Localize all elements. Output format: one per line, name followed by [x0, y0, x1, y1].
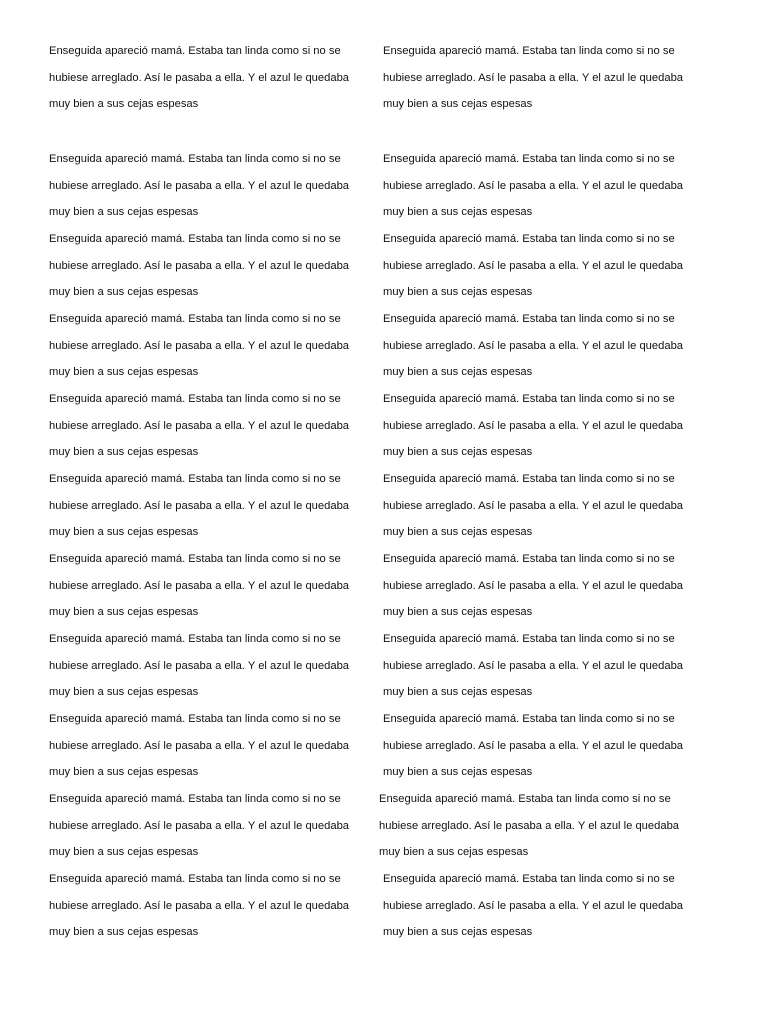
paragraph-block [49, 386, 379, 466]
paragraph-line: hubiese arreglado. Así le pasaba a ella. Y el azul le quedaba [383, 419, 684, 432]
paragraph-block [379, 786, 709, 866]
paragraph-block [383, 466, 713, 546]
paragraph-block [49, 306, 379, 386]
paragraph-line: hubiese arreglado. Así le pasaba a ella. Y el azul le quedaba [49, 659, 350, 672]
paragraph-line: hubiese arreglado. Así le pasaba a ella. Y el azul le quedaba [49, 339, 350, 352]
paragraph-line: Enseguida apareció mamá. Estaba tan linda como si no se [383, 153, 675, 165]
paragraph-line: muy bien a sus cejas espesas [49, 366, 199, 379]
paragraph-line: muy bien a sus cejas espesas [383, 926, 533, 939]
paragraph-block [49, 226, 379, 306]
paragraph-block [383, 306, 713, 386]
paragraph-block [383, 706, 713, 786]
paragraph-line: Enseguida apareció mamá. Estaba tan linda como si no se [383, 393, 675, 405]
paragraph-line: hubiese arreglado. Así le pasaba a ella. Y el azul le quedaba [383, 659, 684, 672]
paragraph-line: Enseguida apareció mamá. Estaba tan linda como si no se [49, 633, 341, 645]
paragraph-block [49, 38, 379, 118]
paragraph-line: Enseguida apareció mamá. Estaba tan linda como si no se [383, 45, 675, 57]
paragraph-block [49, 466, 379, 546]
paragraph-block [383, 386, 713, 466]
paragraph-line: hubiese arreglado. Así le pasaba a ella. Y el azul le quedaba [383, 739, 684, 752]
paragraph-line: hubiese arreglado. Así le pasaba a ella. Y el azul le quedaba [379, 819, 680, 832]
paragraph-line: hubiese arreglado. Así le pasaba a ella. Y el azul le quedaba [49, 259, 350, 272]
paragraph-line: hubiese arreglado. Así le pasaba a ella. Y el azul le quedaba [383, 499, 684, 512]
paragraph-line: Enseguida apareció mamá. Estaba tan linda como si no se [383, 873, 675, 885]
paragraph-line: hubiese arreglado. Así le pasaba a ella. Y el azul le quedaba [383, 71, 684, 84]
paragraph-line: Enseguida apareció mamá. Estaba tan linda como si no se [49, 153, 341, 165]
paragraph-line: hubiese arreglado. Así le pasaba a ella. Y el azul le quedaba [49, 739, 350, 752]
paragraph-line: Enseguida apareció mamá. Estaba tan linda como si no se [383, 473, 675, 485]
paragraph-line: hubiese arreglado. Así le pasaba a ella. Y el azul le quedaba [383, 899, 684, 912]
paragraph-line: hubiese arreglado. Así le pasaba a ella. Y el azul le quedaba [383, 179, 684, 192]
paragraph-line: muy bien a sus cejas espesas [49, 846, 199, 859]
paragraph-line: hubiese arreglado. Así le pasaba a ella. Y el azul le quedaba [383, 259, 684, 272]
paragraph-block [49, 626, 379, 706]
paragraph-line: Enseguida apareció mamá. Estaba tan linda como si no se [49, 713, 341, 725]
paragraph-line: muy bien a sus cejas espesas [49, 98, 199, 111]
paragraph-block [49, 706, 379, 786]
paragraph-line: muy bien a sus cejas espesas [49, 686, 199, 699]
paragraph-line: Enseguida apareció mamá. Estaba tan linda como si no se [383, 633, 675, 645]
paragraph-line: hubiese arreglado. Así le pasaba a ella. Y el azul le quedaba [383, 579, 684, 592]
paragraph-block [383, 38, 713, 118]
paragraph-line: muy bien a sus cejas espesas [383, 206, 533, 219]
paragraph-line: Enseguida apareció mamá. Estaba tan linda como si no se [383, 313, 675, 325]
paragraph-line: muy bien a sus cejas espesas [383, 606, 533, 619]
paragraph-line: muy bien a sus cejas espesas [383, 366, 533, 379]
paragraph-line: Enseguida apareció mamá. Estaba tan linda como si no se [49, 233, 341, 245]
paragraph-line: muy bien a sus cejas espesas [49, 766, 199, 779]
paragraph-line: Enseguida apareció mamá. Estaba tan linda como si no se [49, 473, 341, 485]
paragraph-block [49, 866, 379, 946]
paragraph-block [383, 866, 713, 946]
paragraph-line: Enseguida apareció mamá. Estaba tan linda como si no se [379, 793, 671, 805]
paragraph-line: Enseguida apareció mamá. Estaba tan linda como si no se [49, 873, 341, 885]
paragraph-line: muy bien a sus cejas espesas [49, 926, 199, 939]
paragraph-line: hubiese arreglado. Así le pasaba a ella. Y el azul le quedaba [49, 179, 350, 192]
paragraph-line: Enseguida apareció mamá. Estaba tan linda como si no se [49, 313, 341, 325]
paragraph-block [49, 546, 379, 626]
paragraph-block [383, 626, 713, 706]
paragraph-line: muy bien a sus cejas espesas [49, 286, 199, 299]
paragraph-line: hubiese arreglado. Así le pasaba a ella. Y el azul le quedaba [49, 499, 350, 512]
paragraph-block [383, 146, 713, 226]
paragraph-line: muy bien a sus cejas espesas [49, 526, 199, 539]
paragraph-line: muy bien a sus cejas espesas [49, 446, 199, 459]
paragraph-line: hubiese arreglado. Así le pasaba a ella. Y el azul le quedaba [49, 71, 350, 84]
paragraph-line: Enseguida apareció mamá. Estaba tan linda como si no se [49, 45, 341, 57]
paragraph-block [383, 226, 713, 306]
paragraph-block [383, 546, 713, 626]
paragraph-line: muy bien a sus cejas espesas [49, 206, 199, 219]
paragraph-line: hubiese arreglado. Así le pasaba a ella. Y el azul le quedaba [49, 579, 350, 592]
paragraph-line: Enseguida apareció mamá. Estaba tan linda como si no se [383, 713, 675, 725]
paragraph-line: muy bien a sus cejas espesas [383, 446, 533, 459]
paragraph-line: muy bien a sus cejas espesas [383, 526, 533, 539]
paragraph-line: muy bien a sus cejas espesas [383, 766, 533, 779]
paragraph-line: Enseguida apareció mamá. Estaba tan linda como si no se [49, 793, 341, 805]
paragraph-block [49, 786, 379, 866]
paragraph-line: hubiese arreglado. Así le pasaba a ella. Y el azul le quedaba [49, 819, 350, 832]
paragraph-line: muy bien a sus cejas espesas [383, 286, 533, 299]
paragraph-line: Enseguida apareció mamá. Estaba tan linda como si no se [49, 553, 341, 565]
paragraph-line: muy bien a sus cejas espesas [49, 606, 199, 619]
paragraph-line: muy bien a sus cejas espesas [379, 846, 529, 859]
paragraph-line: Enseguida apareció mamá. Estaba tan linda como si no se [383, 553, 675, 565]
paragraph-line: muy bien a sus cejas espesas [383, 686, 533, 699]
paragraph-block [49, 146, 379, 226]
paragraph-line: hubiese arreglado. Así le pasaba a ella. Y el azul le quedaba [49, 419, 350, 432]
paragraph-line: Enseguida apareció mamá. Estaba tan linda como si no se [383, 233, 675, 245]
paragraph-line: hubiese arreglado. Así le pasaba a ella. Y el azul le quedaba [383, 339, 684, 352]
paragraph-line: hubiese arreglado. Así le pasaba a ella. Y el azul le quedaba [49, 899, 350, 912]
paragraph-line: muy bien a sus cejas espesas [383, 98, 533, 111]
paragraph-line: Enseguida apareció mamá. Estaba tan linda como si no se [49, 393, 341, 405]
